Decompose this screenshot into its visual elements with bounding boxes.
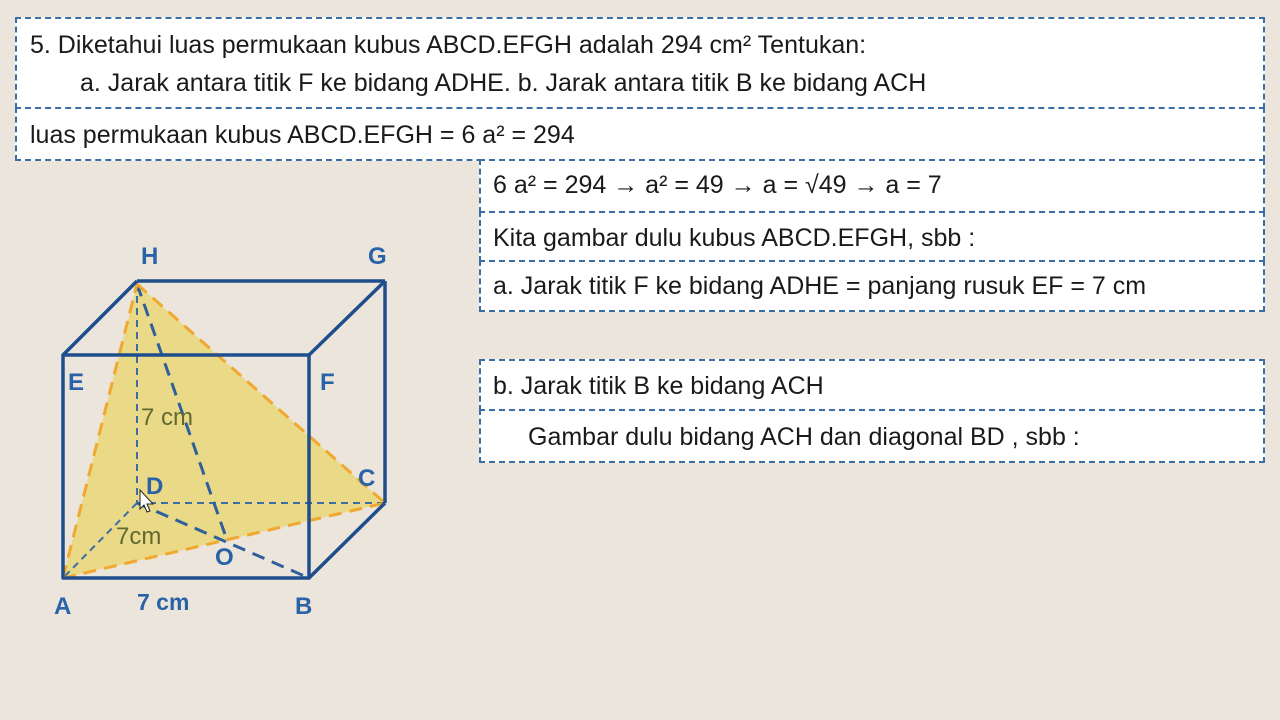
part-b-title: b. Jarak titik B ke bidang ACH: [493, 372, 824, 400]
dimension-label-ab: 7 cm: [137, 589, 190, 615]
part-b-title-box: [479, 359, 1265, 411]
vertex-label-o: O: [215, 544, 234, 571]
edge-fg: [309, 281, 385, 355]
step-surface-area-text: luas permukaan kubus ABCD.EFGH = 6 a² = 294: [30, 121, 575, 149]
vertex-label-a: A: [54, 593, 72, 620]
vertex-label-d: D: [146, 473, 164, 500]
answer-a: [479, 260, 1265, 312]
vertex-label-c: C: [358, 465, 376, 492]
vertex-label-g: G: [368, 243, 387, 270]
part-b-instruction: Gambar dulu bidang ACH dan diagonal BD , sbb :: [528, 423, 1080, 451]
vertex-label-f: F: [320, 369, 335, 396]
cube-diagram: [0, 0, 480, 640]
vertex-label-e: E: [68, 369, 85, 396]
question-line-1: 5. Diketahui luas permukaan kubus ABCD.EFGH adalah 294 cm² Tentukan:: [30, 31, 867, 59]
question-line-2: a. Jarak antara titik F ke bidang ADHE. b. Jarak antara titik B ke bidang ACH: [80, 69, 927, 97]
step-draw-cube-text: Kita gambar dulu kubus ABCD.EFGH, sbb :: [493, 224, 976, 252]
part-b-instruction-box: [479, 409, 1265, 463]
answer-a-text: a. Jarak titik F ke bidang ADHE = panjang rusuk EF = 7 cm: [493, 272, 1147, 300]
vertex-label-b: B: [295, 593, 313, 620]
step-solve-a: [479, 159, 1265, 213]
dimension-label-dh: 7 cm: [141, 404, 194, 431]
step-solve-a-text: 6 a² = 294 → a² = 49 → a = √49 → a = 7: [493, 171, 942, 199]
dimension-label-ad: 7cm: [116, 523, 162, 550]
vertex-label-h: H: [141, 243, 159, 270]
step-draw-cube: [479, 211, 1265, 262]
